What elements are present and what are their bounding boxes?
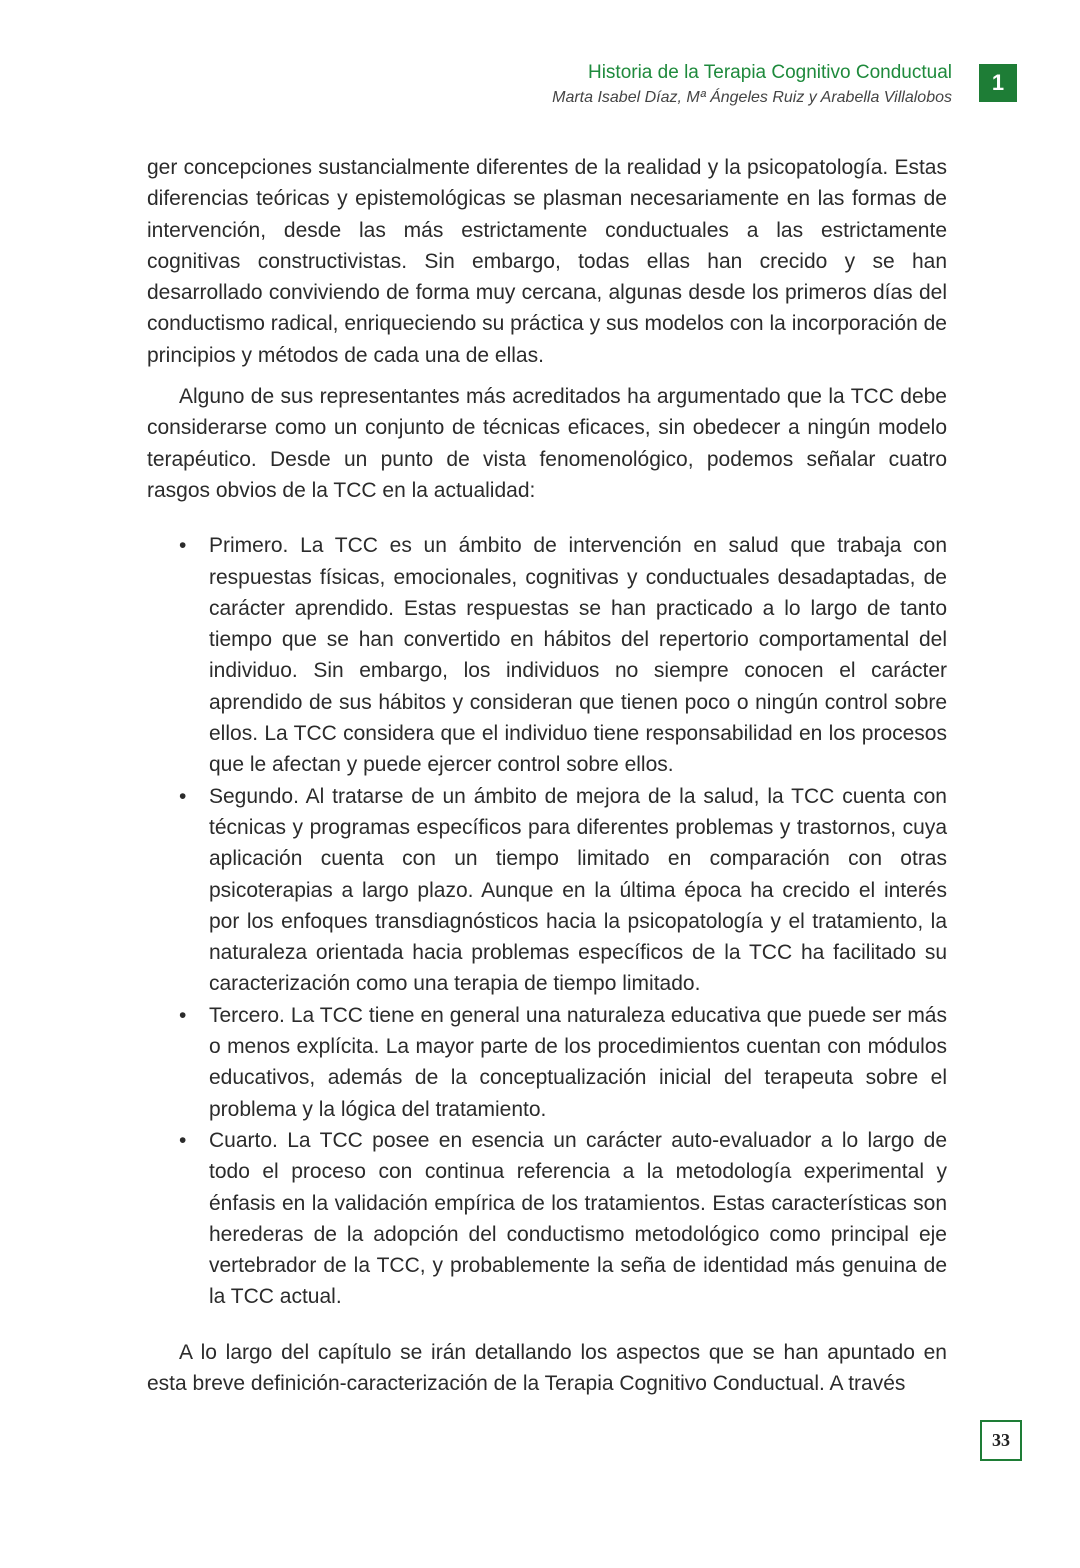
bullet-icon: • — [179, 1128, 187, 1152]
list-item-text: Primero. La TCC es un ámbito de intervención en salud que trabaja con respuestas físicas, emocionales, cognitivas y conductuales desadaptadas, de carácter aprendido. Estas respuestas se han practicado a lo largo de tanto tiempo que se han convertido en hábitos del repertorio comportamental del individuo. Sin embargo, los individuos no siempre conocen el carácter aprendido de sus hábitos y consideran que tienen poco o ningún control sobre ellos. La TCC considera que el individuo tiene responsabilidad en los procesos que le afectan y puede ejercer control sobre ellos. — [209, 534, 947, 777]
bullet-icon: • — [179, 1003, 187, 1027]
bullet-icon: • — [179, 534, 187, 558]
paragraph: Alguno de sus representantes más acreditados ha argumentado que la TCC debe considerarse como un conjunto de técnicas eficaces, sin obedecer a ningún modelo terapéutico. Desde un punto de vista fenomenológico, podemos señalar cuatro rasgos obvios de la TCC en la actualidad: — [147, 385, 947, 502]
list-item — [147, 530, 947, 780]
list-item-text: Segundo. Al tratarse de un ámbito de mejora de la salud, la TCC cuenta con técnicas y programas específicos para diferentes problemas y trastornos, cuya aplicación cuenta con un tiempo limitado en comparación con otras psicoterapias a largo plazo. Aunque en la última época ha crecido el interés por los enfoques transdiagnósticos hacia la psicopatología y el tratamiento, la naturaleza orientada hacia problemas específicos de la TCC ha facilitado su caracterización como una terapia de tiempo limitado. — [209, 784, 947, 996]
chapter-authors: Marta Isabel Díaz, Mª Ángeles Ruiz y Arabella Villalobos — [552, 89, 952, 106]
running-header — [552, 60, 952, 110]
list-item — [147, 781, 947, 1000]
list-item-text: Cuarto. La TCC posee en esencia un carácter auto-evaluador a lo largo de todo el proceso con continua referencia a la metodología experimental y énfasis en la validación empírica de los tratamientos. Estas características son herederas de la adopción del conductismo metodológico como principal eje vertebrador de la TCC, y probablemente la seña de identidad más genuina de la TCC actual. — [209, 1128, 947, 1309]
chapter-title: Historia de la Terapia Cognitivo Conductual — [587, 62, 952, 83]
page-body — [147, 152, 947, 1399]
chapter-number-badge: 1 — [979, 64, 1017, 102]
list-item — [147, 1000, 947, 1125]
bullet-list — [147, 530, 947, 1312]
paragraph-continuation: ger concepciones sustancialmente diferentes de la realidad y la psicopatología. Estas diferencias teóricas y epistemológicas se plasman necesariamente en las formas de intervención, desde las más estrictamente conductuales a las estrictamente cognitivas constructivistas. Sin embargo, todas ellas han crecido y se han desarrollado conviviendo de forma muy cercana, algunas desde los primeros días del conductismo radical, enriqueciendo su práctica y sus modelos con la incorporación de principios y métodos de cada una de ellas. — [147, 156, 947, 367]
bullet-icon: • — [179, 784, 187, 808]
page-number: 33 — [980, 1420, 1022, 1461]
paragraph: A lo largo del capítulo se irán detallando los aspectos que se han apuntado en esta breve definición-caracterización de la Terapia Cognitivo Conductual. A través — [147, 1340, 947, 1395]
list-item-text: Tercero. La TCC tiene en general una naturaleza educativa que puede ser más o menos explícita. La mayor parte de los procedimientos cuentan con módulos educativos, además de la conceptualización inicial del terapeuta sobre el problema y la lógica del tratamiento. — [209, 1003, 947, 1121]
list-item — [147, 1125, 947, 1313]
